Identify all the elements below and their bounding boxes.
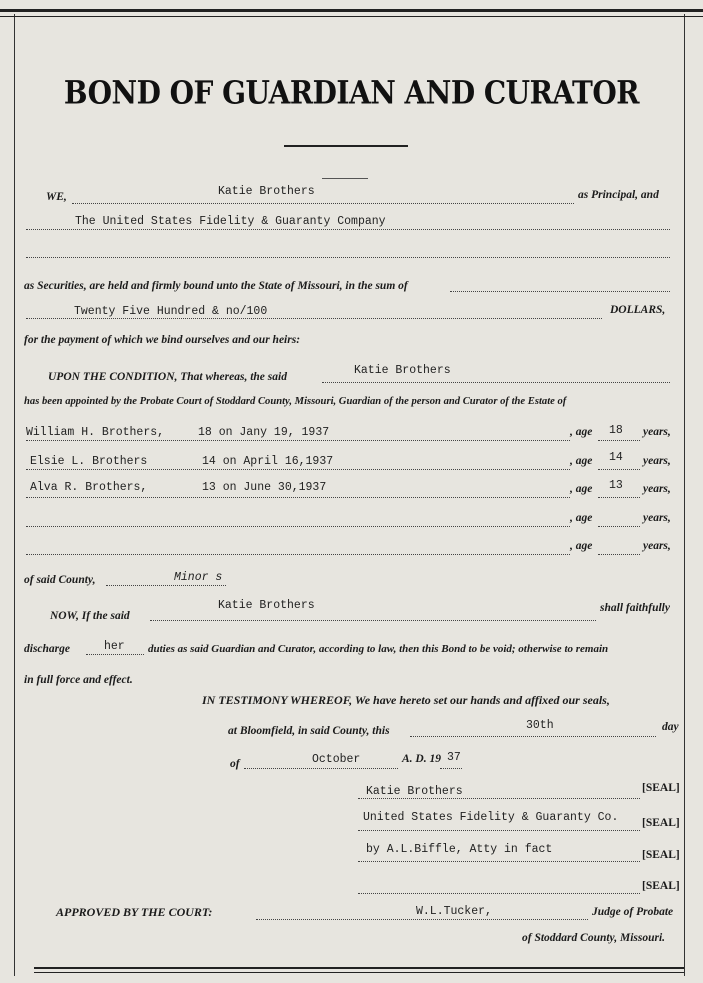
- duties-clause: duties as said Guardian and Curator, according to law, then this Bond to be void; otherwise to remain: [148, 643, 609, 655]
- securities-clause: as Securities, are held and firmly bound unto the State of Missouri, in the sum of: [24, 280, 408, 292]
- ward-detail: 14 on April 16,1937: [202, 455, 334, 468]
- now-lead: NOW, If the said: [50, 610, 130, 622]
- now-line: [150, 620, 596, 621]
- seal-label: [SEAL]: [642, 880, 680, 892]
- surety-name: The United States Fidelity & Guaranty Company: [75, 215, 386, 228]
- discharge-label: discharge: [24, 643, 70, 655]
- top-border: [0, 9, 703, 12]
- blank-line: [26, 257, 670, 258]
- payment-clause: for the payment of which we bind ourselves and our heirs:: [24, 334, 301, 346]
- page-frame: [14, 14, 685, 976]
- amount-words: Twenty Five Hundred & no/100: [74, 305, 268, 318]
- title-underline: [284, 145, 408, 147]
- minor-value: Minor s: [174, 571, 223, 584]
- ward-age: 18: [609, 424, 623, 437]
- of-label: of: [230, 758, 240, 770]
- principal-line: [72, 203, 574, 204]
- judge-county: of Stoddard County, Missouri.: [522, 932, 666, 944]
- year-line: [440, 768, 462, 769]
- month-value: October: [312, 753, 361, 766]
- approved-label: APPROVED BY THE COURT:: [56, 905, 213, 919]
- faithfully-label: shall faithfully: [600, 602, 670, 614]
- ward-detail: 18 on Jany 19, 1937: [198, 426, 330, 439]
- ward-name: Alva R. Brothers,: [30, 481, 148, 494]
- seal-label: [SEAL]: [642, 849, 680, 861]
- testimony-clause: IN TESTIMONY WHEREOF, We have hereto set our hands and affixed our seals,: [202, 693, 610, 707]
- ward-age: 14: [609, 451, 623, 464]
- full-force-label: in full force and effect.: [24, 674, 133, 686]
- pronoun: her: [104, 640, 125, 653]
- ad-label: A. D. 19: [402, 753, 441, 765]
- principal-name: Katie Brothers: [218, 185, 315, 198]
- top-border-inner: [0, 16, 703, 17]
- age-label: , age: [570, 483, 593, 495]
- age-label: , age: [570, 455, 593, 467]
- of-county-label: of said County,: [24, 574, 96, 586]
- appointed-clause: has been appointed by the Probate Court of Stoddard County, Missouri, Guardian of the person and Curator of the Estate of: [24, 396, 567, 407]
- years-label: years,: [643, 426, 671, 438]
- bottom-rule: [34, 967, 684, 969]
- ward-detail: 13 on June 30,1937: [202, 481, 327, 494]
- years-label: years,: [643, 455, 671, 467]
- signature-line: by A.L.Biffle, Atty in fact: [366, 843, 553, 856]
- amount-line: [26, 318, 602, 319]
- age-label: , age: [570, 540, 593, 552]
- age-label: , age: [570, 512, 593, 524]
- surety-line: [26, 229, 670, 230]
- judge-title: Judge of Probate: [592, 906, 674, 918]
- minor-line: [106, 585, 226, 586]
- document-title: BOND OF GUARDIAN AND CURATOR: [63, 73, 640, 112]
- ward-name: William H. Brothers,: [26, 426, 165, 439]
- at-bloomfield-label: at Bloomfield, in said County, this: [228, 725, 390, 737]
- judge-name: W.L.Tucker,: [416, 905, 492, 918]
- signature-line: Katie Brothers: [366, 785, 463, 798]
- we-label: WE,: [46, 191, 67, 203]
- condition-lead: UPON THE CONDITION, That whereas, the said: [48, 371, 287, 383]
- years-label: years,: [643, 483, 671, 495]
- signature-line: United States Fidelity & Guaranty Co.: [363, 811, 619, 824]
- ward-age: 13: [609, 479, 623, 492]
- day-label: day: [662, 721, 679, 733]
- sum-line: [450, 291, 670, 292]
- dollars-label: DOLLARS,: [610, 304, 666, 316]
- bottom-rule-inner: [34, 972, 684, 973]
- seal-label: [SEAL]: [642, 817, 680, 829]
- ward-name: Elsie L. Brothers: [30, 455, 148, 468]
- condition-name: Katie Brothers: [354, 364, 451, 377]
- day-value: 30th: [526, 719, 554, 732]
- years-label: years,: [643, 540, 671, 552]
- pronoun-line: [86, 654, 144, 655]
- judge-line: [256, 919, 588, 920]
- condition-line: [322, 382, 670, 383]
- age-label: , age: [570, 426, 593, 438]
- small-ornament: [322, 178, 368, 179]
- day-line: [410, 736, 656, 737]
- now-name: Katie Brothers: [218, 599, 315, 612]
- years-label: years,: [643, 512, 671, 524]
- seal-label: [SEAL]: [642, 782, 680, 794]
- year-value: 37: [447, 751, 461, 764]
- month-line: [244, 768, 398, 769]
- as-principal-label: as Principal, and: [578, 189, 659, 201]
